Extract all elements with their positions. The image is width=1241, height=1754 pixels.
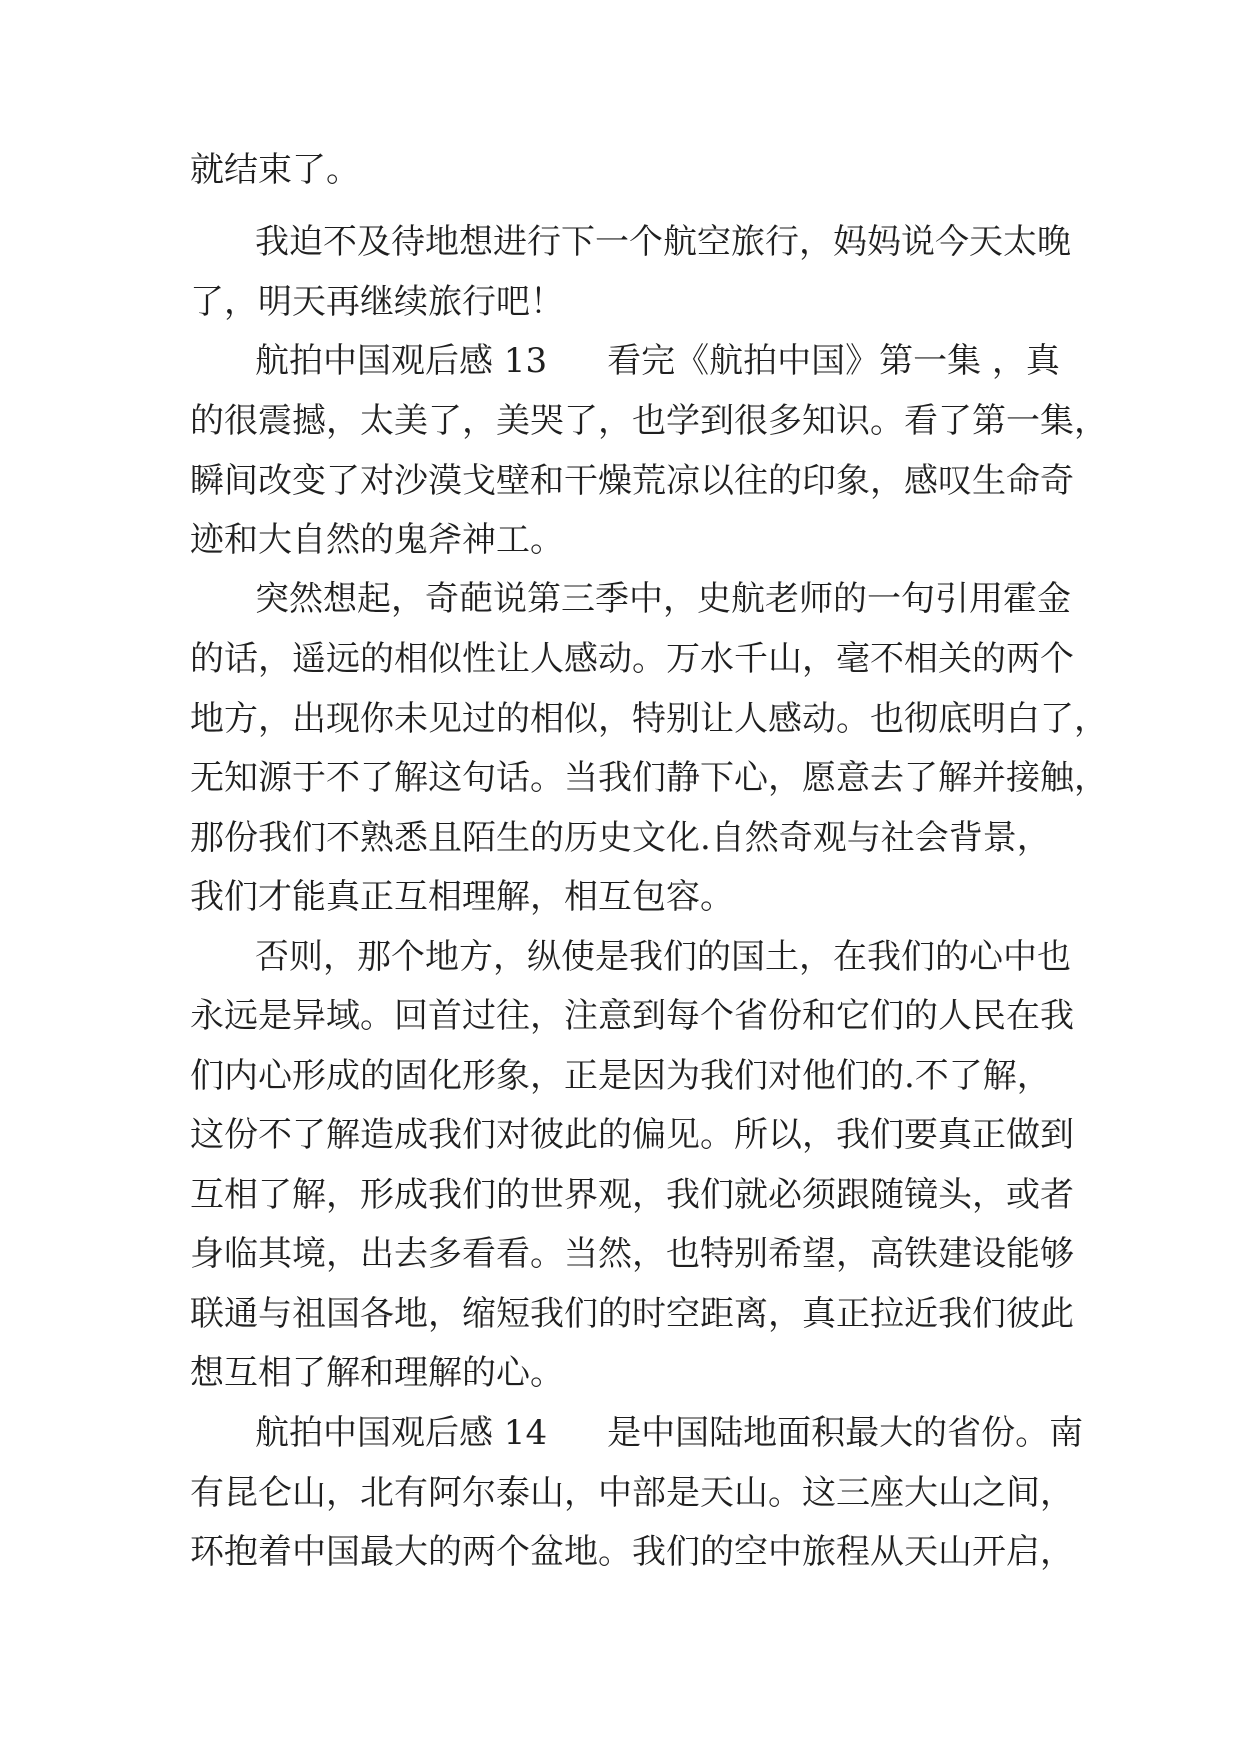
paragraph-line: 突然想起，奇葩说第三季中，史航老师的一句引用霍金 — [255, 579, 1071, 619]
paragraph-line: 那份我们不熟悉且陌生的历史文化.自然奇观与社会背景， — [190, 818, 1051, 858]
paragraph-line: 互相了解，形成我们的世界观，我们就必须跟随镜头，或者 — [190, 1175, 1074, 1215]
paragraph-line: 永远是异域。回首过往，注意到每个省份和它们的人民在我 — [190, 996, 1074, 1036]
paragraph-line: 的很震撼，太美了，美哭了，也学到很多知识。看了第一集， — [190, 401, 1108, 441]
paragraph-line: 无知源于不了解这句话。当我们静下心，愿意去了解并接触， — [190, 758, 1108, 798]
paragraph-line: 有昆仑山，北有阿尔泰山，中部是天山。这三座大山之间， — [190, 1473, 1074, 1513]
paragraph-line: 联通与祖国各地，缩短我们的时空距离，真正拉近我们彼此 — [190, 1294, 1074, 1334]
paragraph-line: 地方，出现你未见过的相似，特别让人感动。也彻底明白了， — [190, 699, 1108, 739]
paragraph-line: 了，明天再继续旅行吧！ — [190, 282, 564, 322]
paragraph-line: 这份不了解造成我们对彼此的偏见。所以，我们要真正做到 — [190, 1115, 1074, 1155]
section-heading-line — [255, 1413, 1083, 1453]
paragraph-line: 环抱着中国最大的两个盆地。我们的空中旅程从天山开启， — [190, 1532, 1074, 1572]
section-heading-line — [255, 341, 1060, 381]
paragraph-line: 我们才能真正互相理解，相互包容。 — [190, 877, 734, 917]
paragraph-line: 否则，那个地方，纵使是我们的国土，在我们的心中也 — [255, 937, 1071, 977]
paragraph-line: 迹和大自然的鬼斧神工。 — [190, 520, 564, 560]
section-heading: 航拍中国观后感 14 — [255, 1413, 548, 1453]
paragraph-line: 我迫不及待地想进行下一个航空旅行，妈妈说今天太晚 — [255, 222, 1071, 262]
paragraph-text: 看完《航拍中国》第一集 ，真 — [607, 341, 1060, 381]
paragraph-line: 就结束了。 — [190, 150, 360, 190]
paragraph-line: 身临其境，出去多看看。当然，也特别希望，高铁建设能够 — [190, 1234, 1074, 1274]
paragraph-line: 的话，遥远的相似性让人感动。万水千山，毫不相关的两个 — [190, 639, 1074, 679]
section-heading: 航拍中国观后感 13 — [255, 341, 548, 381]
paragraph-line: 们内心形成的固化形象，正是因为我们对他们的.不了解， — [190, 1056, 1051, 1096]
paragraph-text: 是中国陆地面积最大的省份。南 — [607, 1413, 1084, 1453]
paragraph-line: 瞬间改变了对沙漠戈壁和干燥荒凉以往的印象，感叹生命奇 — [190, 461, 1074, 501]
paragraph-line: 想互相了解和理解的心。 — [190, 1353, 564, 1393]
